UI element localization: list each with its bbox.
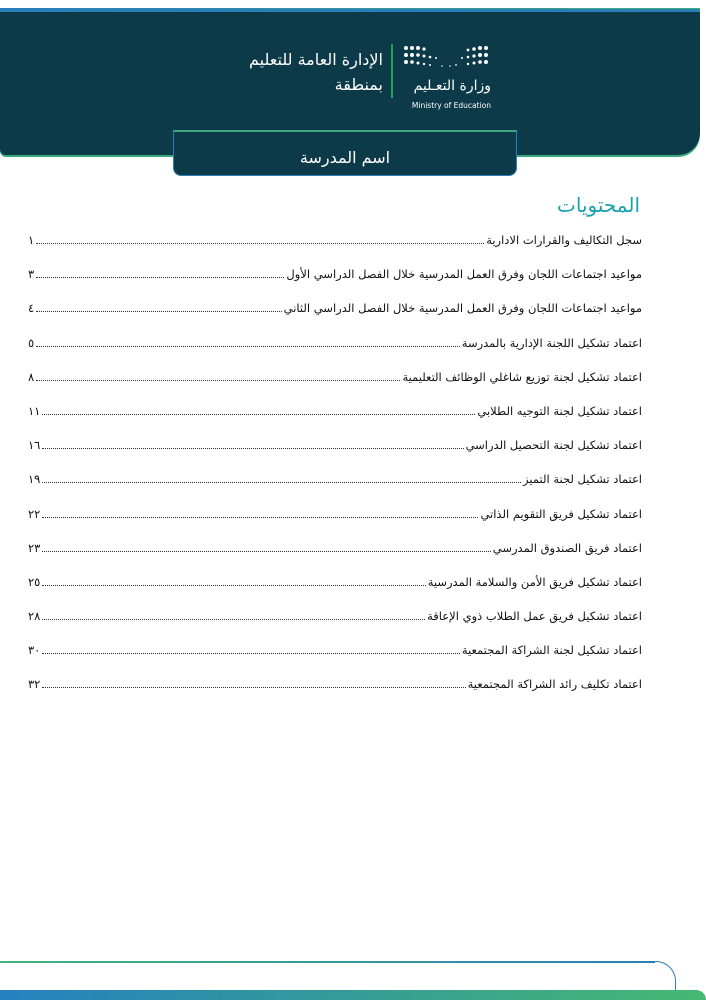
toc-leader-dots bbox=[42, 687, 465, 688]
toc-entry[interactable] bbox=[28, 507, 642, 541]
table-of-contents bbox=[28, 233, 642, 712]
toc-entry-page: ٣٠ bbox=[28, 643, 41, 658]
toc-leader-dots bbox=[42, 619, 425, 620]
toc-entry-label: اعتماد تشكيل لجنة التحصيل الدراسي bbox=[465, 438, 642, 453]
toc-entry[interactable] bbox=[28, 472, 642, 506]
logo-dots-icon bbox=[402, 44, 490, 70]
toc-entry[interactable] bbox=[28, 575, 642, 609]
toc-entry-page: ٢٣ bbox=[28, 540, 41, 555]
toc-entry-label: اعتماد تشكيل فريق الأمن والسلامة المدرسية bbox=[427, 574, 642, 589]
toc-entry-label: مواعيد اجتماعات اللجان وفرق العمل المدرسية خلال الفصل الدراسي الثاني bbox=[283, 301, 642, 316]
toc-leader-dots bbox=[36, 380, 400, 381]
toc-leader-dots bbox=[42, 551, 490, 552]
toc-entry-page: ٢٨ bbox=[28, 609, 41, 624]
toc-entry-label: اعتماد تشكيل فريق عمل الطلاب ذوي الإعاقة bbox=[427, 609, 642, 624]
toc-entry-label: اعتماد تشكيل فريق التقويم الذاتي bbox=[480, 506, 642, 521]
toc-entry[interactable] bbox=[28, 541, 642, 575]
toc-leader-dots bbox=[36, 243, 484, 244]
toc-entry-label: اعتماد تشكيل لجنة توزيع شاغلي الوظائف التعليمية bbox=[402, 369, 642, 384]
toc-entry[interactable] bbox=[28, 267, 642, 301]
toc-entry[interactable] bbox=[28, 233, 642, 267]
toc-entry-label: سجل التكاليف والقرارات الادارية bbox=[486, 233, 642, 247]
logo-divider bbox=[391, 44, 393, 98]
toc-leader-dots bbox=[42, 653, 459, 654]
toc-entry-label: اعتماد تكليف رائد الشراكة المجتمعية bbox=[467, 677, 642, 692]
toc-entry-page: ٤ bbox=[28, 301, 35, 316]
toc-entry-label: اعتماد تشكيل لجنة التوجيه الطلابي bbox=[477, 403, 642, 418]
department-name bbox=[249, 47, 383, 97]
toc-entry[interactable] bbox=[28, 438, 642, 472]
footer-bar bbox=[0, 990, 706, 1000]
school-name-box: اسم المدرسة bbox=[173, 130, 517, 176]
toc-entry-page: ٢٢ bbox=[28, 506, 41, 521]
toc-entry-page: ١١ bbox=[28, 403, 41, 418]
toc-entry[interactable] bbox=[28, 609, 642, 643]
toc-entry-page: ١٩ bbox=[28, 472, 41, 487]
department-line-2: بمنطقة bbox=[334, 75, 383, 94]
toc-leader-dots bbox=[42, 585, 425, 586]
toc-entry-page: ١٦ bbox=[28, 438, 41, 453]
toc-title: المحتويات bbox=[557, 193, 640, 217]
toc-entry[interactable] bbox=[28, 301, 642, 335]
toc-leader-dots bbox=[42, 517, 478, 518]
toc-entry-page: ٢٥ bbox=[28, 574, 41, 589]
toc-entry-page: ٥ bbox=[28, 335, 35, 350]
toc-entry[interactable] bbox=[28, 404, 642, 438]
logo-arabic-text: وزارة التعـليم bbox=[413, 78, 491, 94]
toc-entry-label: مواعيد اجتماعات اللجان وفرق العمل المدرسية خلال الفصل الدراسي الأول bbox=[286, 267, 642, 282]
ministry-logo bbox=[398, 44, 494, 114]
toc-entry[interactable] bbox=[28, 336, 642, 370]
toc-entry[interactable] bbox=[28, 370, 642, 404]
toc-entry-label: اعتماد فريق الصندوق المدرسي bbox=[492, 540, 642, 555]
toc-entry[interactable] bbox=[28, 643, 642, 677]
toc-leader-dots bbox=[36, 346, 460, 347]
toc-entry-page: ١ bbox=[28, 233, 35, 247]
logo-english-text: Ministry of Education bbox=[411, 101, 491, 110]
toc-leader-dots bbox=[42, 414, 475, 415]
footer-curve bbox=[640, 961, 676, 991]
toc-entry-label: اعتماد تشكيل لجنة التميز bbox=[523, 472, 642, 487]
toc-leader-dots bbox=[36, 311, 281, 312]
toc-leader-dots bbox=[36, 277, 284, 278]
toc-leader-dots bbox=[42, 448, 463, 449]
toc-entry-label: اعتماد تشكيل لجنة الشراكة المجتمعية bbox=[461, 643, 642, 658]
toc-leader-dots bbox=[42, 482, 521, 483]
footer-line bbox=[0, 961, 655, 963]
toc-entry[interactable] bbox=[28, 677, 642, 711]
toc-entry-page: ٨ bbox=[28, 369, 35, 384]
toc-entry-label: اعتماد تشكيل اللجنة الإدارية بالمدرسة bbox=[461, 335, 642, 350]
department-line-1: الإدارة العامة للتعليم bbox=[249, 50, 383, 69]
toc-entry-page: ٣٢ bbox=[28, 677, 41, 692]
toc-entry-page: ٣ bbox=[28, 267, 35, 282]
